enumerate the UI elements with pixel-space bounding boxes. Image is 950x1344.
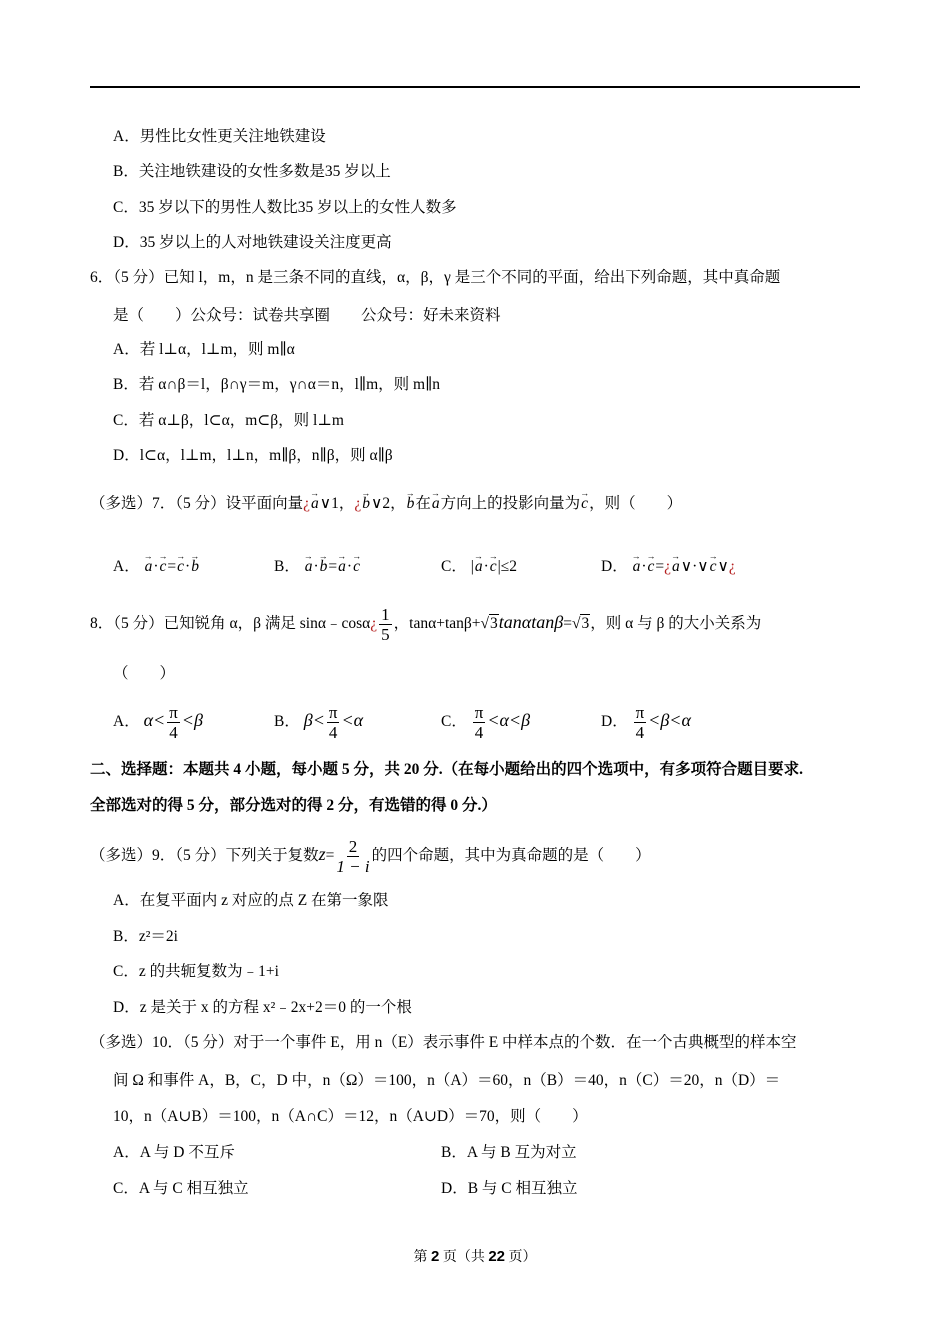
option-label: B． (274, 558, 300, 575)
q9-option-c: C．z 的共轭复数为﹣1+i (113, 963, 279, 980)
q6-option-c: C．若 α⊥β，l⊂α，m⊂β，则 l⊥m (113, 412, 344, 429)
q10-option-d: D．B 与 C 相互独立 (441, 1180, 578, 1197)
vector-c: → c (709, 557, 718, 577)
beta: β (193, 710, 203, 730)
q9-suffix: 的四个命题，其中为真命题的是（ ） (371, 847, 651, 864)
pi: π (635, 702, 645, 722)
q8-eq: = (563, 615, 572, 632)
vector-a: → a (337, 557, 347, 577)
q10-stem-line1: （多选）10．（5 分）对于一个事件 E，用 n（E）表示事件 E 中样本点的个数．在一个古典概型的样本空 (90, 1034, 797, 1051)
vector-a: → a (474, 557, 484, 577)
q10-option-b: B．A 与 B 互为对立 (441, 1144, 577, 1161)
vector-c: → c (176, 557, 185, 577)
q9-prefix: （多选）9．（5 分）下列关于复数 (90, 847, 319, 864)
beta: β (521, 710, 531, 730)
four: 4 (474, 722, 484, 742)
q9-option-b: B．z²＝2i (113, 928, 178, 945)
vector-a: → a (671, 557, 681, 577)
q5-option-a: A．男性比女性更关注地铁建设 (113, 128, 326, 145)
vector-a: → a (310, 494, 320, 514)
section-heading-line1: 二、选择题：本题共 4 小题，每小题 5 分，共 20 分.（在每小题给出的四个选项中，有多项符合题目要求. (90, 761, 804, 778)
q8-option-d (601, 700, 691, 742)
page-footer (0, 1246, 950, 1266)
q6-option-d: D．l⊂α，l⊥m，l⊥n，m∥β，n∥β，则 α∥β (113, 447, 393, 464)
sqrt-3: 3 (490, 615, 498, 632)
option-label: C． (441, 713, 467, 730)
q10-option-a: A．A 与 D 不互斥 (113, 1144, 235, 1161)
vector-c: → c (647, 557, 656, 577)
q7-glyph: ¿ (728, 558, 736, 575)
lt: < (153, 710, 166, 730)
q7-leq: |≤2 (497, 558, 518, 575)
pi: π (328, 702, 338, 722)
pi-over-4 (473, 703, 486, 742)
q8-mid: ，tanα+tanβ+ (393, 615, 481, 632)
lt: < (648, 710, 661, 730)
q6-option-a: A．若 l⊥α，l⊥m，则 m∥α (113, 341, 295, 358)
vector-b: → b (406, 494, 416, 514)
footer-post: 页） (508, 1250, 537, 1265)
q6-stem-line1: 6．（5 分）已知 l，m，n 是三条不同的直线，α，β，γ 是三个不同的平面，给出下列命题，其中真命题 (90, 269, 781, 286)
lt: < (669, 710, 682, 730)
q8-paren: （ ） (113, 665, 176, 682)
q8-suffix: ，则 α 与 β 的大小关系为 (590, 615, 762, 632)
z: z (318, 844, 326, 864)
option-label: A． (113, 558, 140, 575)
q7-bars: ∨·∨ (680, 558, 709, 575)
option-label: A． (113, 713, 140, 730)
q9-stem (90, 832, 651, 878)
q7-text: ，则（ ） (589, 495, 683, 512)
vector-c: → c (159, 557, 168, 577)
vector-c: → c (489, 557, 498, 577)
q7-text: ∨2， (371, 495, 406, 512)
q9-option-d: D．z 是关于 x 的方程 x²﹣2x+2＝0 的一个根 (113, 999, 412, 1016)
q8-option-c (441, 700, 530, 742)
page-number: 2 (430, 1248, 440, 1265)
q8-option-a (113, 700, 203, 742)
vector-a: → a (632, 557, 642, 577)
q8-glyph: ¿ (370, 615, 378, 632)
q10-stem-line3: 10，n（A∪B）＝100，n（A∩C）＝12，n（A∪D）＝70，则（ ） (113, 1108, 588, 1125)
q7-text: 在 (415, 495, 431, 512)
beta: β (303, 710, 313, 730)
q7-stem (90, 494, 682, 514)
q9-option-a: A．在复平面内 z 对应的点 Z 在第一象限 (113, 892, 389, 909)
lt: < (341, 710, 354, 730)
q7-glyph: ¿ (303, 495, 311, 512)
vector-b: → b (319, 557, 329, 577)
q5-option-d: D．35 岁以上的人对地铁建设关注度更高 (113, 234, 392, 251)
four: 4 (635, 722, 645, 742)
header-rule (90, 86, 860, 88)
q7-glyph: ¿ (354, 495, 362, 512)
q7-text: ∨1， (319, 495, 355, 512)
four: 4 (328, 722, 338, 742)
q7-prefix: （多选）7．（5 分）设平面向量 (90, 495, 304, 512)
q7-text: 方向上的投影向量为 (440, 495, 581, 512)
q9-eq: = (325, 847, 335, 864)
fraction-numerator: 1 (381, 604, 390, 624)
vector-c: → c (352, 557, 361, 577)
alpha: α (681, 710, 691, 730)
footer-mid: 页（共 (442, 1250, 485, 1265)
q7-option-a: A． → a·→ c=→ c·→ b (113, 557, 200, 577)
lt: < (312, 710, 325, 730)
q10-stem-line2: 间 Ω 和事件 A，B，C，D 中，n（Ω）＝100，n（A）＝60，n（B）＝40，n（C）＝20，n（D）＝ (113, 1072, 781, 1089)
lt: < (487, 710, 500, 730)
q8-tantan: tanαtanβ (498, 612, 564, 632)
vector-b: → b (190, 557, 200, 577)
option-label: C． (441, 558, 467, 575)
lt: < (508, 710, 522, 730)
section-heading-line2: 全部选对的得 5 分，部分选对的得 2 分，有选错的得 0 分.） (90, 797, 497, 814)
option-label: D． (601, 713, 628, 730)
vector-a: → a (304, 557, 314, 577)
q6-option-b: B．若 α∩β＝l，β∩γ＝m，γ∩α＝n，l∥m，则 m∥n (113, 376, 440, 393)
fraction-denominator: 1 − i (336, 856, 370, 876)
fraction-numerator: 2 (348, 836, 358, 856)
option-label: B． (274, 713, 300, 730)
alpha: α (499, 710, 509, 730)
pi-over-4 (167, 703, 180, 742)
fraction-denominator: 5 (381, 624, 390, 644)
vector-b: → b (361, 494, 371, 514)
page-total: 22 (488, 1248, 506, 1265)
pi-over-4 (634, 703, 647, 742)
q8-option-b (274, 700, 363, 742)
pi-over-4 (327, 703, 340, 742)
vector-c: → c (580, 494, 589, 514)
q8-prefix: 8．（5 分）已知锐角 α，β 满足 sinα﹣cosα (90, 615, 371, 632)
alpha: α (143, 710, 154, 730)
q5-option-b: B．关注地铁建设的女性多数是35 岁以上 (113, 163, 391, 180)
q5-option-c: C．35 岁以下的男性人数比35 岁以上的女性人数多 (113, 199, 457, 216)
q9-fraction (336, 837, 369, 876)
q7-glyph: ¿ (664, 558, 672, 575)
pi: π (169, 702, 178, 722)
q10-option-c: C．A 与 C 相互独立 (113, 1180, 249, 1197)
q6-stem-line2: 是（ ）公众号：试卷共享圈 公众号：好未来资料 (113, 307, 501, 324)
option-label: D． (601, 558, 628, 575)
lt: < (181, 710, 194, 730)
vector-a: → a (431, 494, 441, 514)
vector-a: → a (144, 557, 154, 577)
q8-fraction (379, 605, 392, 644)
q7-option-d: D． → a·→ c=¿→ a∨·∨→ c∨¿ (601, 557, 736, 577)
beta: β (660, 710, 670, 730)
q7-option-c: C． |→ a·→ c|≤2 (441, 557, 517, 577)
four: 4 (169, 722, 178, 742)
q7-option-b: B． → a·→ b=→ a·→ c (274, 557, 361, 577)
sqrt-3: 3 (581, 615, 590, 632)
alpha: α (353, 710, 364, 730)
q8-stem: 8．（5 分）已知锐角 α，β 满足 sinα﹣cosα¿ $\frac{1}{5}$ ，tanα+tanβ+√3tanαtanβ=√3，则 α 与 β 的大小关系为 (90, 604, 762, 644)
footer-pre: 第 (413, 1250, 428, 1265)
pi: π (474, 702, 484, 722)
